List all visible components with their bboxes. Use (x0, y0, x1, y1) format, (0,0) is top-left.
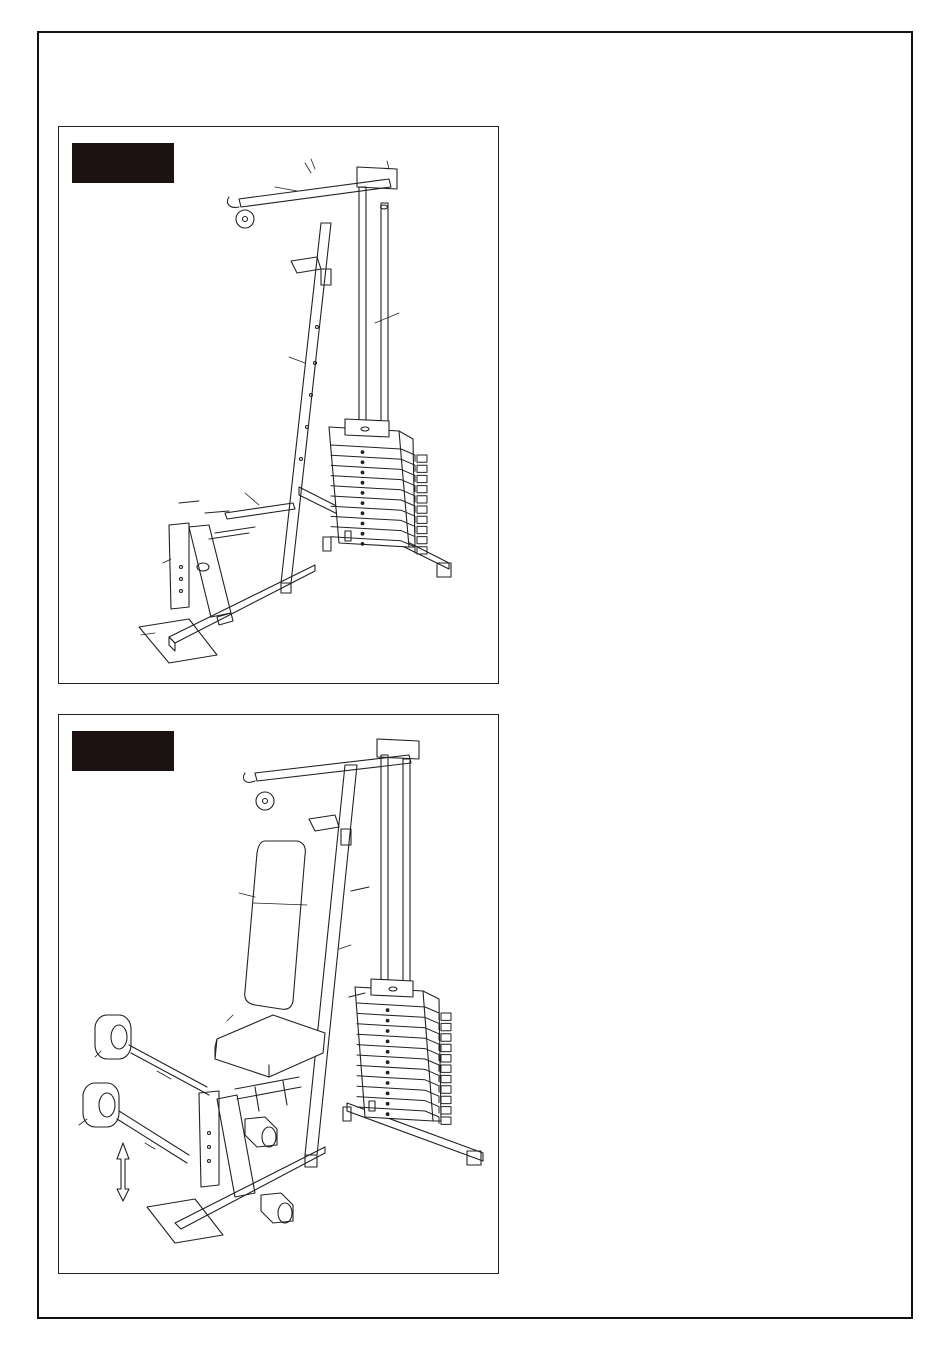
backrest-pad (245, 841, 306, 1009)
weight-plate-pin-hole (361, 492, 364, 495)
weight-plate-pin-hole (386, 1071, 389, 1074)
weight-plate-tab (441, 1096, 451, 1103)
weight-plate-pin-hole (361, 522, 364, 525)
weight-plate-pin-hole (386, 1009, 389, 1012)
weight-plate-tab (417, 506, 427, 513)
weight-plate-tab (417, 516, 427, 523)
bolts-lower (179, 501, 229, 513)
weight-plate-tab (417, 465, 427, 472)
weight-plate-pin-hole (361, 471, 364, 474)
weight-plate-pin-hole (361, 451, 364, 454)
weight-plate-pin-hole (386, 1113, 389, 1116)
lower-crossbar (225, 503, 295, 519)
front-upright (281, 223, 331, 583)
weight-plate-tab (441, 1107, 451, 1114)
weight-plate-pin-hole (386, 1082, 389, 1085)
leg-upright-left (169, 523, 189, 609)
step-panel-2 (58, 714, 499, 1274)
weight-plate-pin-hole (386, 1050, 389, 1053)
weight-plate-pin-hole (361, 532, 364, 535)
weight-plate-pin-hole (386, 1061, 389, 1064)
seat-and-backrest-assembly-diagram (59, 715, 500, 1275)
hook-left (227, 197, 239, 207)
weight-plate-tab (441, 1075, 451, 1082)
pulley-top-left (236, 210, 254, 228)
seat-pad (215, 1015, 325, 1077)
weight-plate-pin-hole (361, 502, 364, 505)
top-crossbar (239, 179, 391, 207)
weight-plate-pin-hole (386, 1092, 389, 1095)
weight-plate-pin-hole (361, 461, 364, 464)
weight-plate-tab (441, 1013, 451, 1020)
weight-plate-pin-hole (386, 1019, 389, 1022)
weight-plate-tab (417, 486, 427, 493)
weight-plate-tab (441, 1055, 451, 1062)
weight-plate-pin-hole (361, 512, 364, 515)
weight-plate-tab (417, 455, 427, 462)
weight-plate-tab (417, 496, 427, 503)
weight-plate-tab (441, 1023, 451, 1030)
weight-plate-pin-hole (361, 481, 364, 484)
weight-plate-tab (441, 1086, 451, 1093)
weight-plate-tab (441, 1044, 451, 1051)
weight-stack (329, 419, 409, 547)
weight-plate-tab (417, 526, 427, 533)
weight-plate-tab (441, 1034, 451, 1041)
weight-plate-pin-hole (386, 1030, 389, 1033)
gym-frame-assembly-diagram (59, 127, 500, 685)
weight-plate-tab (441, 1117, 451, 1124)
guide-rod-left (359, 187, 366, 423)
weight-plate-tab (417, 537, 427, 544)
spacer-1 (323, 537, 331, 551)
adjust-arrow-icon (117, 1143, 129, 1201)
step-panel-1 (58, 126, 499, 684)
weight-plate-tab (417, 475, 427, 482)
weight-plate-pin-hole (386, 1040, 389, 1043)
weight-plate-pin-hole (361, 543, 364, 546)
weight-plate-tab (441, 1065, 451, 1072)
weight-plate-pin-hole (386, 1102, 389, 1105)
